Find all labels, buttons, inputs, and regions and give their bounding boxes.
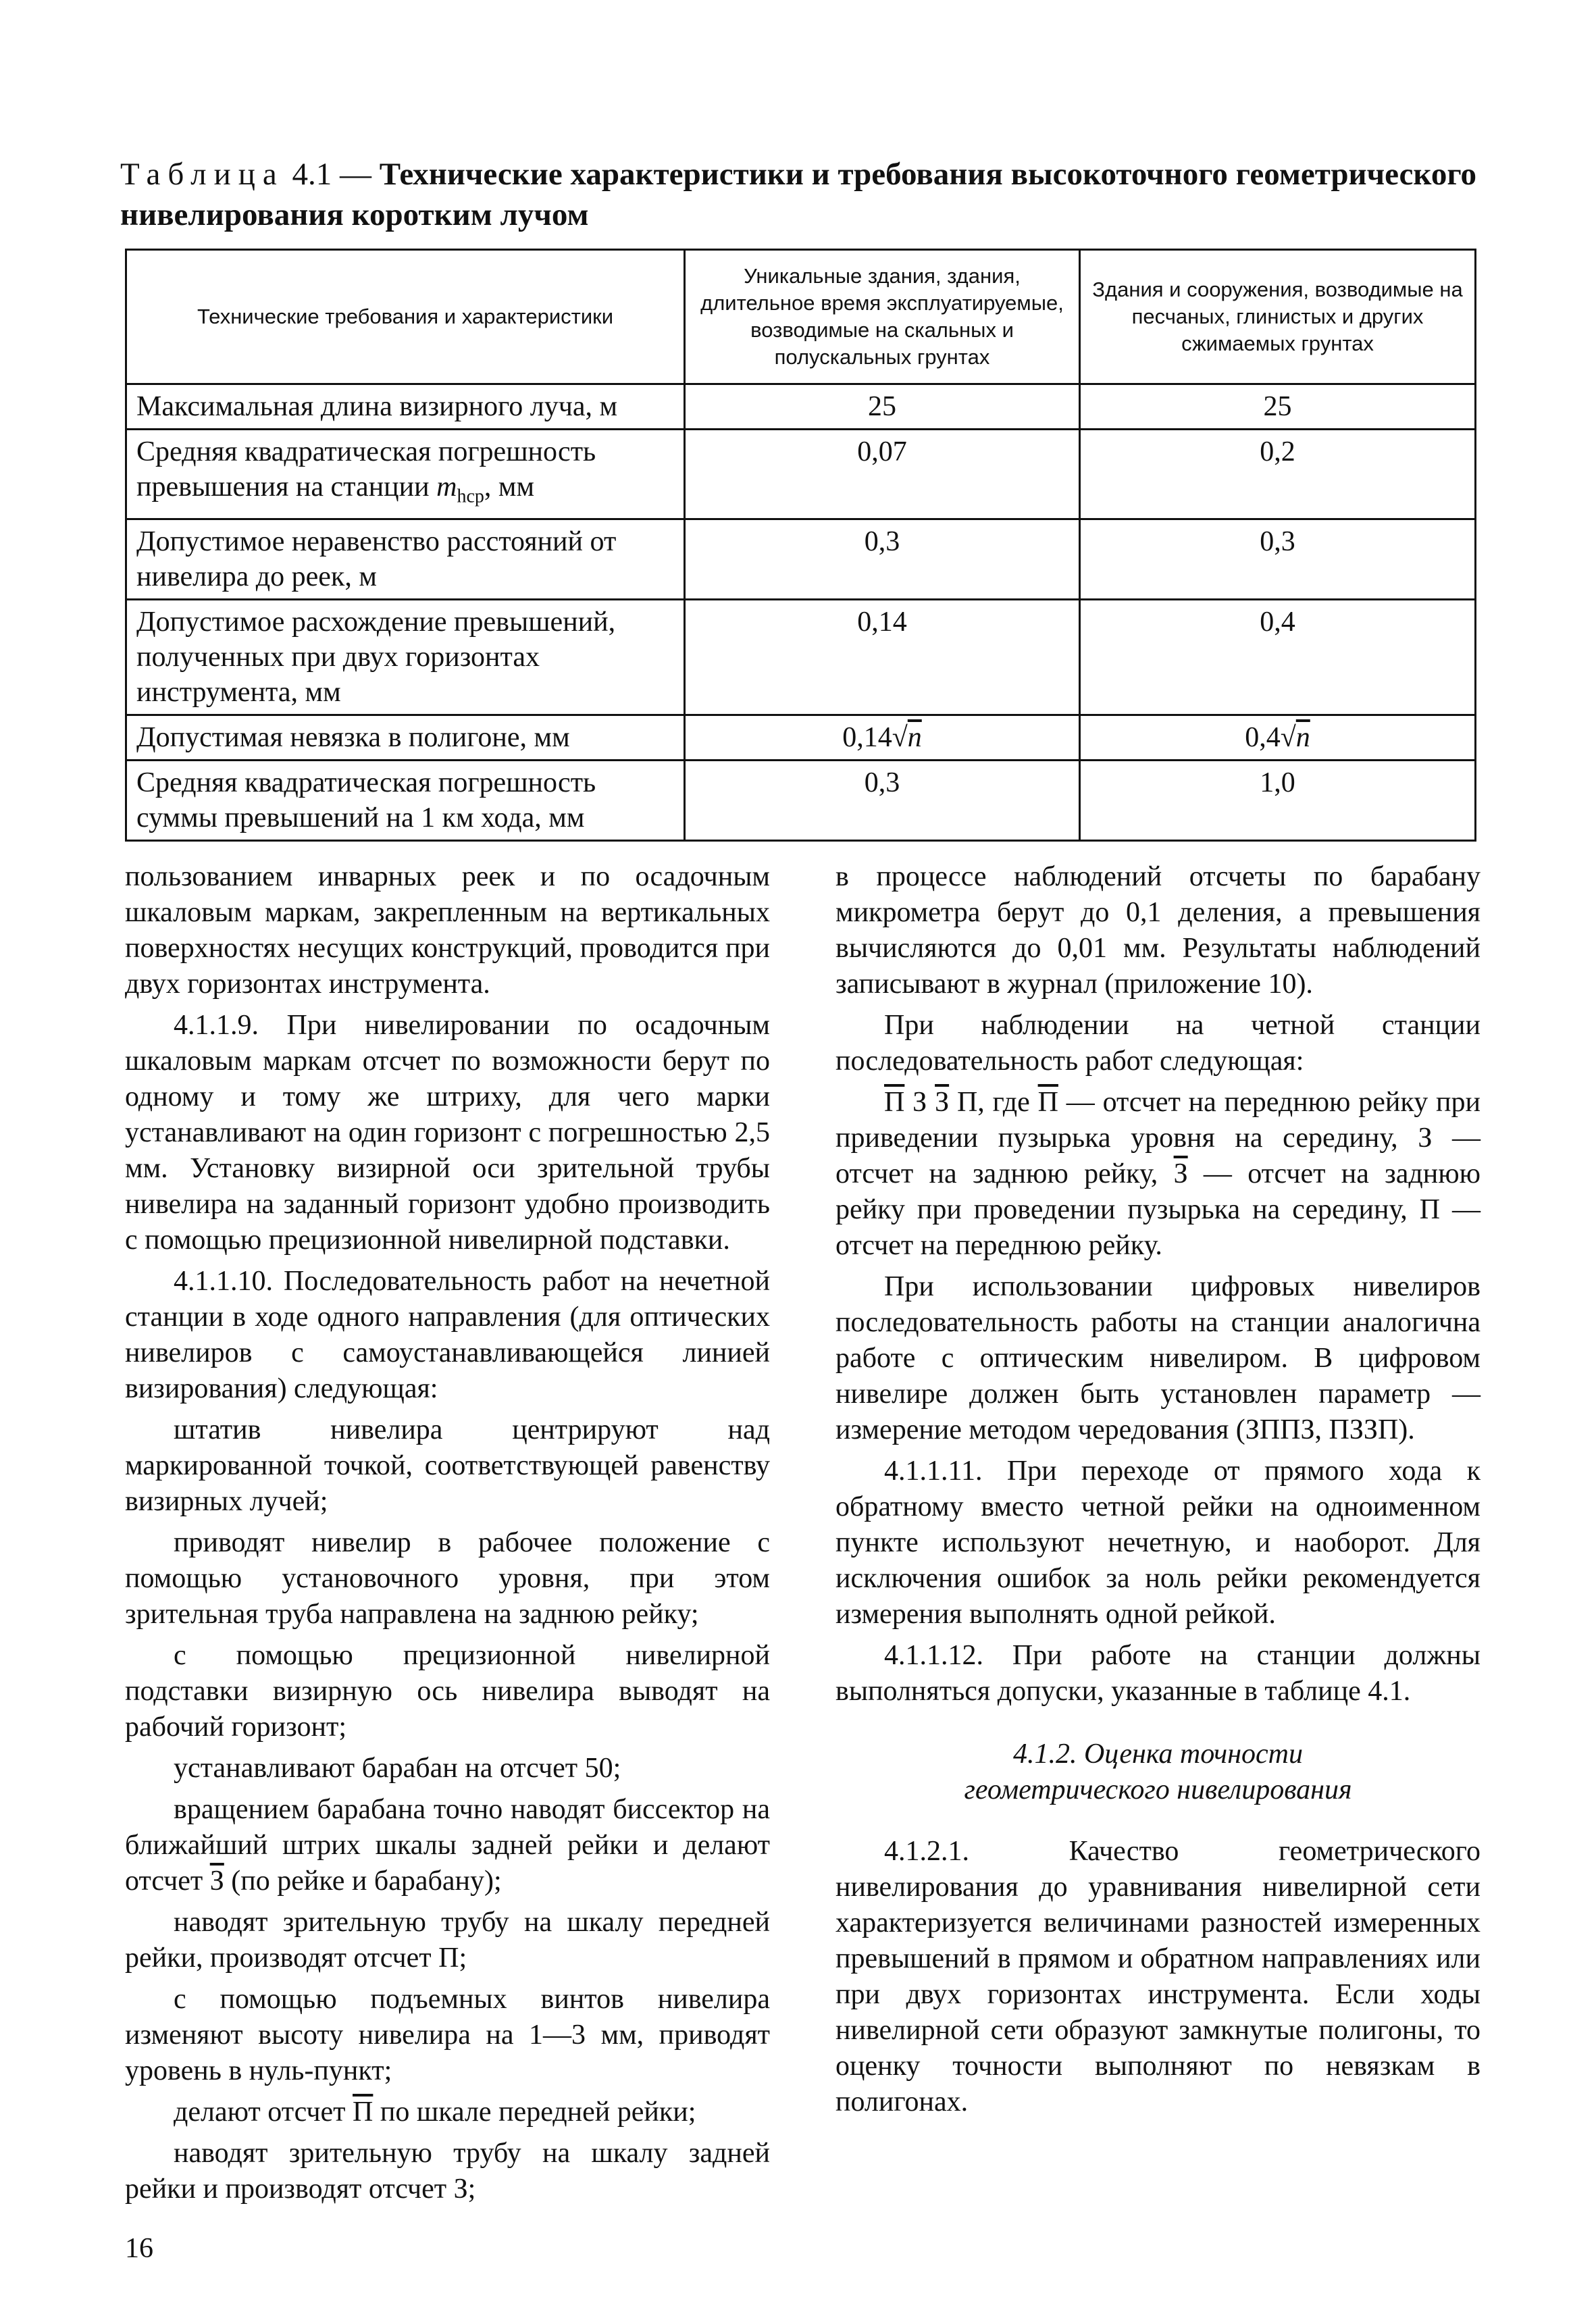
- left-column: [125, 859, 770, 2213]
- table-row: [126, 519, 1476, 600]
- table-caption: [120, 154, 1478, 235]
- paragraph: в процессе наблюдений отсчеты по барабану микрометра берут до 0,1 деления, а превышения вычисляются до 0,01 мм. Результаты наблюдений записывают в журнал (приложение 10).: [835, 861, 1481, 1000]
- row-value: 25: [1080, 384, 1476, 430]
- table-header-row: [126, 250, 1476, 384]
- row-value: 0,2: [1080, 430, 1476, 519]
- table-row: [126, 384, 1476, 430]
- paragraph: 4.1.1.12. При работе на станции должны выполняться допуски, указанные в таблице 4.1.: [835, 1640, 1481, 1707]
- table-header-cell: Здания и сооружения, возводимые на песчаных, глинистых и других сжимаемых грунтах: [1080, 250, 1476, 384]
- table-row: [126, 600, 1476, 715]
- row-value: 0,3: [685, 761, 1080, 841]
- row-value: 25: [685, 384, 1080, 430]
- table-header-cell: Технические требования и характеристики: [126, 250, 685, 384]
- row-label: Средняя квадратическая погрешность суммы превышений на 1 км хода, мм: [126, 761, 685, 841]
- row-value: 0,07: [685, 430, 1080, 519]
- paragraph: При наблюдении на четной станции последовательность работ следующая:: [835, 1010, 1481, 1077]
- paragraph: приводят нивелир в рабочее положение с помощью установочного уровня, при этом зрительная труба направлена на заднюю рейку;: [125, 1527, 770, 1630]
- row-label: Средняя квадратическая погрешность превышения на станции $m_{hср}$, мм: [126, 430, 685, 519]
- caption-label: Таблица: [120, 157, 284, 192]
- row-value: 0,3: [1080, 519, 1476, 600]
- caption-number: 4.1 —: [284, 157, 380, 192]
- row-value: 0,14√n: [685, 715, 1080, 761]
- row-value: 1,0: [1080, 761, 1476, 841]
- section-heading: 4.1.2. Оценка точности геометрического нивелирования: [964, 1739, 1352, 1805]
- paragraph: наводят зрительную трубу на шкалу задней рейки и производят отсчет З;: [125, 2138, 770, 2205]
- page-number: 16: [125, 2233, 153, 2264]
- row-label: Максимальная длина визирного луча, м: [126, 384, 685, 430]
- paragraph: вращением барабана точно наводят биссектор на ближайший штрих шкалы задней рейки и делают отсчет З (по рейке и барабану);: [125, 1794, 770, 1897]
- paragraph: П З З П, где П — отсчет на переднюю рейку при приведении пузырька уровня на середину, З — отсчет на заднюю рейку, З — отсчет на заднюю рейку при проведении пузырька на середину, П — отсчет на переднюю рейку.: [835, 1087, 1481, 1261]
- row-value: 0,14: [685, 600, 1080, 715]
- right-column: [835, 859, 1481, 2126]
- row-label: Допустимая невязка в полигоне, мм: [126, 715, 685, 761]
- spec-table: [125, 249, 1476, 842]
- paragraph: с помощью прецизионной нивелирной подставки визирную ось нивелира выводят на рабочий горизонт;: [125, 1640, 770, 1743]
- row-value: 0,4√n: [1080, 715, 1476, 761]
- paragraph: пользованием инварных реек и по осадочным шкаловым маркам, закрепленным на вертикальных поверхностях несущих конструкций, проводится при двух горизонтах инструмента.: [125, 861, 770, 1000]
- row-value: 0,4: [1080, 600, 1476, 715]
- paragraph: наводят зрительную трубу на шкалу передней рейки, производят отсчет П;: [125, 1907, 770, 1974]
- paragraph: 4.1.1.9. При нивелировании по осадочным шкаловым маркам отсчет по возможности берут по одному и тому же штриху, для чего марки устанавливают на один горизонт с погрешностью 2,5 мм. Установку визирной оси зрительной трубы нивелира на заданный горизонт удобно производить с помощью прецизионной нивелирной подставки.: [125, 1010, 770, 1256]
- paragraph: с помощью подъемных винтов нивелира изменяют высоту нивелира на 1—3 мм, приводят уровень в нуль-пункт;: [125, 1984, 770, 2086]
- row-label: Допустимое неравенство расстояний от нивелира до реек, м: [126, 519, 685, 600]
- paragraph: При использовании цифровых нивелиров последовательность работы на станции аналогична работе с оптическим нивелиром. В цифровом нивелире должен быть установлен параметр — измерение методом чередования (ЗППЗ, ПЗЗП).: [835, 1271, 1481, 1445]
- paragraph: 4.1.2.1. Качество геометрического нивелирования до уравнивания нивелирной сети характеризуется величинами разностей измеренных превышений в прямом и обратном направлениях или при двух горизонтах инструмента. Если ходы нивелирной сети образуют замкнутые полигоны, то оценку точности выполняют по невязкам в полигонах.: [835, 1836, 1481, 2117]
- table-row: [126, 430, 1476, 519]
- caption-title: Технические характеристики и требования высокоточного геометрического нивелирования коротким лучом: [120, 157, 1477, 232]
- row-value: 0,3: [685, 519, 1080, 600]
- table-row: [126, 761, 1476, 841]
- row-label: Допустимое расхождение превышений, полученных при двух горизонтах инструмента, мм: [126, 600, 685, 715]
- paragraph: штатив нивелира центрируют над маркированной точкой, соответствующей равенству визирных лучей;: [125, 1414, 770, 1517]
- paragraph: устанавливают барабан на отсчет 50;: [174, 1753, 621, 1784]
- paragraph: делают отсчет П по шкале передней рейки;: [174, 2097, 696, 2128]
- table-row: [126, 715, 1476, 761]
- table-header-cell: Уникальные здания, здания, длительное время эксплуатируемые, возводимые на скальных и полускальных грунтах: [685, 250, 1080, 384]
- paragraph: 4.1.1.10. Последовательность работ на нечетной станции в ходе одного направления (для оптических нивелиров с самоустанавливающейся линией визирования) следующая:: [125, 1266, 770, 1404]
- paragraph: 4.1.1.11. При переходе от прямого хода к обратному вместо четной рейки на одноименном пункте используют нечетную, и наоборот. Для исключения ошибок за ноль рейки рекомендуется измерения выполнять одной рейкой.: [835, 1456, 1481, 1630]
